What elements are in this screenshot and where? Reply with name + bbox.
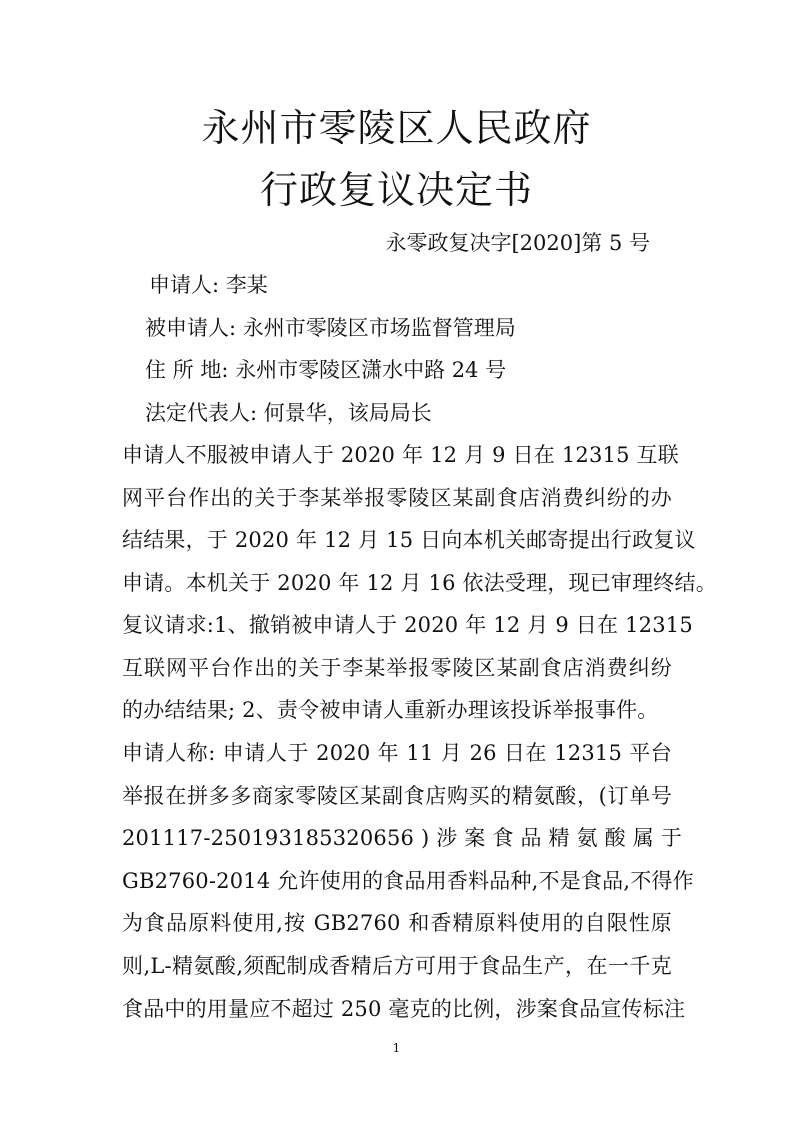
text-line: 申请人不服被申请人于 2020 年 12 月 9 日在 12315 互联 [122,443,679,467]
text-line: 的办结结果; 2、责令被申请人重新办理该投诉举报事件。 [122,698,659,723]
respondent-line: 被申请人: 永州市零陵区市场监督管理局 [145,316,516,340]
text-line: 为食品原料使用,按 GB2760 和香精原料使用的自限性原 [122,911,672,936]
paragraph-case-intro [122,434,717,604]
text-line: 201117-250193185320656 ) 涉 案 食 品 精 氨 酸 属 于 [122,826,683,851]
text-line: 复议请求:1、撤销被申请人于 2020 年 12 月 9 日在 12315 [122,613,693,637]
text-line: 申请。本机关于 2020 年 12 月 16 依法受理，现已审理终结。 [122,570,717,595]
text-line: 互联网平台作出的关于李某举报零陵区某副食店消费纠纷 [122,655,672,680]
text-line: 则,L-精氨酸,须配制成香精后方可用于食品生产，在一千克 [122,953,672,978]
paragraph-requests [122,604,693,732]
paragraph-applicant-claims [122,732,694,1030]
page-number: 1 [392,1041,401,1055]
document-title: 永州市零陵区人民政府 [201,106,592,150]
address-line: 住 所 地: 永州市零陵区潇水中路 24 号 [145,358,507,382]
text-line: 结结果，于 2020 年 12 月 15 日向本机关邮寄提出行政复议 [122,528,696,553]
text-line: 网平台作出的关于李某举报零陵区某副食店消费纠纷的办 [122,485,672,510]
text-line: 举报在拼多多商家零陵区某副食店购买的精氨酸，(订单号 [122,783,672,808]
text-line: 申请人称: 申请人于 2020 年 11 月 26 日在 12315 平台 [122,741,672,765]
text-line: 食品中的用量应不超过 250 毫克的比例，涉案食品宣传标注 [122,996,686,1021]
document-subtitle: 行政复议决定书 [259,168,533,212]
legal-representative-line: 法定代表人: 何景华，该局局长 [145,401,432,425]
text-line: GB2760-2014 允许使用的食品用香料品种,不是食品,不得作 [122,868,694,893]
document-number: 永零政复决字[2020]第 5 号 [385,231,650,255]
applicant-line: 申请人: 李某 [149,273,268,297]
